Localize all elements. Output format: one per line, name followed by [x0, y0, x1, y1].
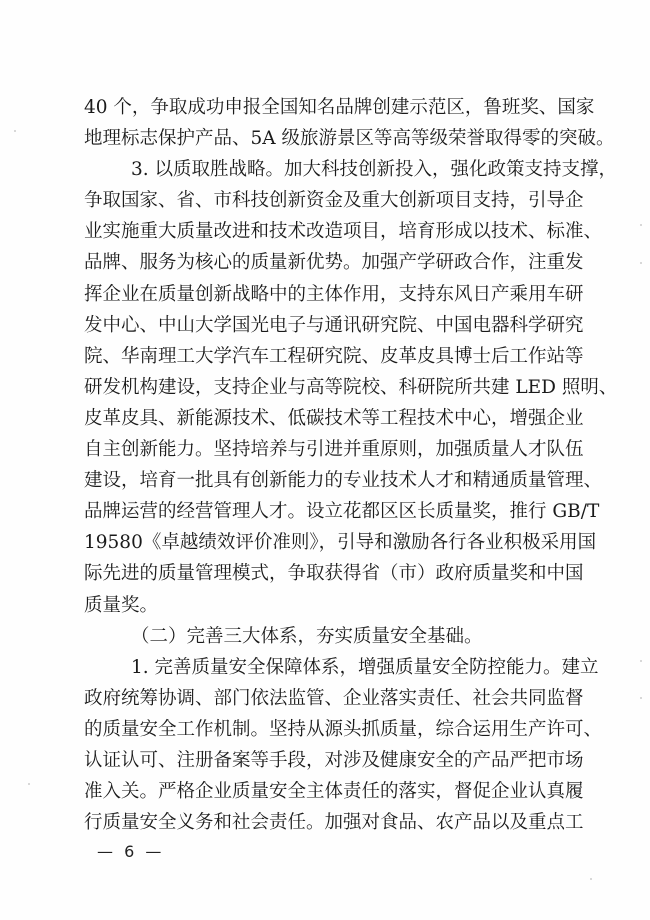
text-line: 3. 以质取胜战略。加大科技创新投入，强化政策支持支撑， [131, 159, 618, 181]
text-line: 40 个，争取成功申报全国知名品牌创建示范区，鲁班奖、国家 [84, 97, 595, 118]
text-line: 认证认可、注册备案等手段，对涉及健康安全的产品严把市场 [84, 749, 584, 771]
text-line: 准入关。严格企业质量安全主体责任的落实，督促企业认真履 [84, 781, 584, 803]
scan-speck [14, 130, 16, 132]
text-line: 院、华南理工大学汽车工程研究院、皮革皮具博士后工作站等 [84, 345, 584, 367]
text-line: 争取国家、省、市科技创新资金及重大创新项目支持，引导企 [84, 190, 584, 212]
text-line: 行质量安全义务和社会责任。加强对食品、农产品以及重点工 [84, 812, 584, 834]
text-line: 挥企业在质量创新战略中的主体作用，支持东风日产乘用车研 [84, 283, 584, 305]
text-line: 际先进的质量管理模式，争取获得省（市）政府质量奖和中国 [84, 563, 584, 585]
text-line: 政府统筹协调、部门依法监管、企业落实责任、社会共同监督 [84, 687, 584, 709]
text-line: 质量奖。 [84, 594, 159, 616]
text-line: 自主创新能力。坚持培养与引进并重原则，加强质量人才队伍 [84, 439, 584, 461]
scan-speck [590, 878, 592, 880]
page-number: — 6 — [97, 842, 162, 861]
text-line: 地理标志保护产品、5A 级旅游景区等高等级荣誉取得零的突破。 [84, 128, 615, 150]
text-line: （二）完善三大体系，夯实质量安全基础。 [131, 625, 483, 647]
text-line: 品牌运营的经营管理人才。设立花都区区长质量奖，推行 GB/T [84, 501, 600, 523]
text-line: 1. 完善质量安全保障体系，增强质量安全防控能力。建立 [131, 656, 599, 678]
body-text [84, 92, 618, 838]
scan-speck [28, 783, 30, 785]
text-line: 的质量安全工作机制。坚持从源头抓质量，综合运用生产许可、 [84, 718, 603, 740]
scan-speck [640, 262, 642, 264]
scan-speck [640, 697, 642, 699]
text-line: 发中心、中山大学国光电子与通讯研究院、中国电器科学研究 [84, 314, 584, 336]
text-line: 品牌、服务为核心的质量新优势。加强产学研政合作，注重发 [84, 252, 584, 274]
scan-speck [640, 224, 642, 226]
text-line: 建设，培育一批具有创新能力的专业技术人才和精通质量管理、 [84, 470, 603, 492]
text-line: 皮革皮具、新能源技术、低碳技术等工程技术中心，增强企业 [84, 407, 584, 429]
text-line: 19580《卓越绩效评价准则》，引导和激励各行各业积极采用国 [84, 532, 597, 554]
scan-speck [640, 660, 642, 662]
text-line: 业实施重大质量改进和技术改造项目，培育形成以技术、标准、 [84, 221, 603, 243]
text-line: 研发机构建设，支持企业与高等院校、科研院所共建 LED 照明、 [84, 376, 618, 398]
